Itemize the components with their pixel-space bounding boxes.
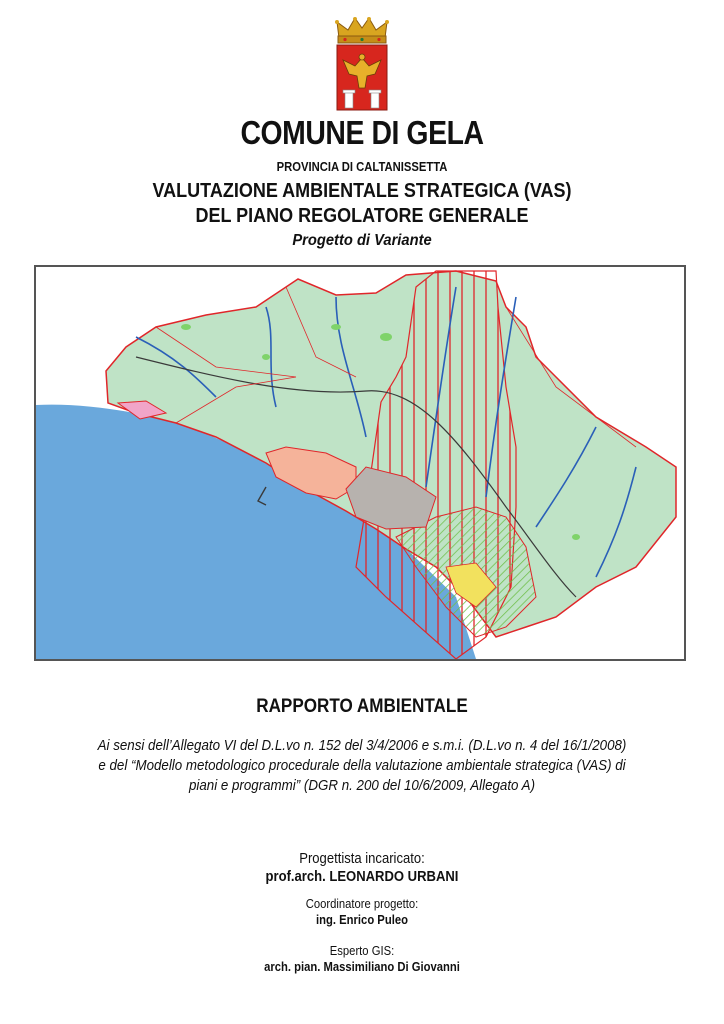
designer-role: Progettista incaricato: — [299, 851, 425, 867]
coat-of-arms-icon — [331, 14, 393, 114]
page-title: COMUNE DI GELA — [240, 114, 484, 151]
coordinator-name: ing. Enrico Puleo — [316, 913, 408, 927]
legal-reference-line-1: Ai sensi dell’Allegato VI del D.L.vo n. 152 del 3/4/2006 e s.m.i. (D.L.vo n. 4 del 16/1/2008) — [97, 738, 627, 754]
territory-map — [34, 265, 686, 661]
coordinator-role: Coordinatore progetto: — [305, 897, 419, 911]
vas-heading-line-2: DEL PIANO REGOLATORE GENERALE — [195, 205, 529, 227]
report-title: RAPPORTO AMBIENTALE — [256, 696, 468, 717]
territory-map-image — [36, 267, 684, 659]
gis-expert-name: arch. pian. Massimiliano Di Giovanni — [264, 960, 460, 974]
province-subtitle: PROVINCIA DI CALTANISSETTA — [276, 160, 448, 174]
gis-expert-role: Esperto GIS: — [329, 944, 395, 958]
designer-name: prof.arch. LEONARDO URBANI — [265, 869, 459, 885]
legal-reference-line-2: e del “Modello metodologico procedurale della valutazione ambientale strategica (VAS) di — [98, 758, 626, 774]
legal-reference-line-3: piani e programmi” (DGR n. 200 del 10/6/2009, Allegato A) — [188, 778, 536, 794]
vas-heading-line-1: VALUTAZIONE AMBIENTALE STRATEGICA (VAS) — [152, 180, 572, 202]
variant-subtitle: Progetto di Variante — [292, 232, 432, 249]
